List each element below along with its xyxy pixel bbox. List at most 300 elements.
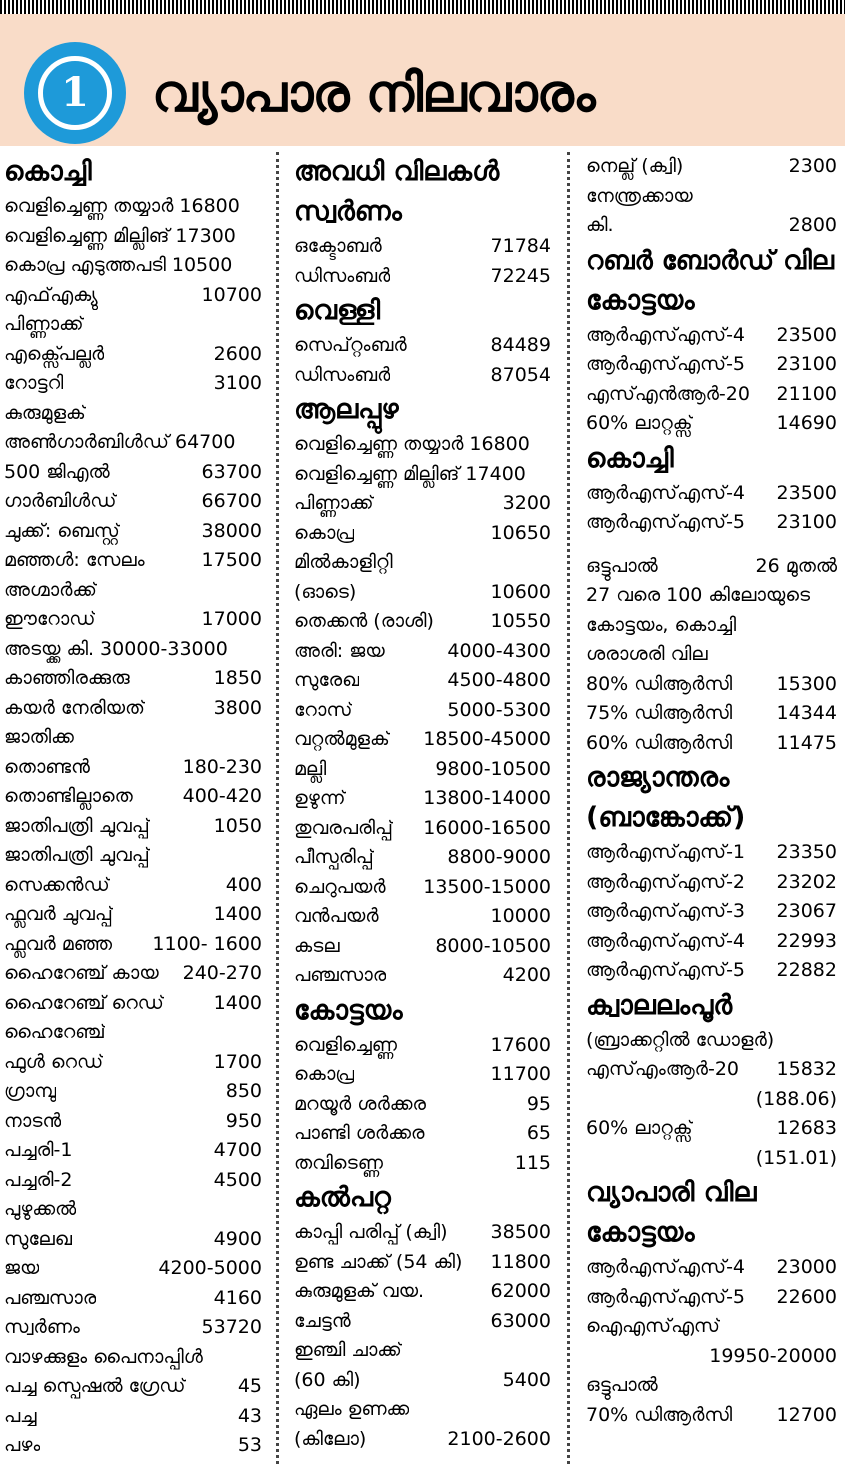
item-label: കടല [294,934,340,957]
price-row [294,1277,551,1307]
item-label: ആർഎസ്എസ്-5 [586,353,746,375]
item-label: മല്ലി [294,757,327,780]
price-row [4,546,262,576]
price-row [586,409,837,439]
item-price: 66700 [201,490,262,512]
price-row [4,664,262,694]
price-row [4,1048,262,1078]
item-label: വെളിച്ചെണ്ണ [294,1033,397,1056]
item-price: 11800 [490,1250,551,1273]
price-row [294,961,551,991]
item-price: 16000-16500 [423,816,551,839]
column-1 [4,152,262,1461]
item-price: 1700 [213,1050,262,1073]
item-price: 17500 [201,549,262,571]
price-row [294,607,551,637]
price-list-misc [586,152,837,241]
section-heading-alappuzha: ആലപ്പുഴ [294,394,399,425]
price-row [586,699,837,729]
section-heading-kottayam: കോട്ടയം [294,994,403,1026]
price-row [4,428,262,458]
item-label: സ്വർണം [4,1316,80,1338]
price-row [294,1090,551,1120]
item-label: ഡിസംബർ [294,363,391,386]
item-price: 4500-4800 [447,669,551,691]
price-row [4,340,262,370]
price-row [586,868,837,898]
price-row [586,956,837,986]
price-row [4,871,262,901]
price-row [586,380,837,410]
item-label: ആർഎസ്എസ്-3 [586,900,746,922]
price-row [586,508,837,538]
item-label: ശരാശരി വില [586,643,708,665]
item-label: 60% ലാറ്റക്സ് [586,1117,693,1139]
item-price: 22882 [776,959,837,981]
item-label: ആർഎസ്എസ്-4 [586,481,746,504]
price-row [294,232,551,262]
price-row [4,989,262,1019]
item-label: (60 കി) [294,1368,361,1391]
price-row [4,605,262,635]
item-price: 38000 [201,519,262,542]
item-price: 4700 [213,1139,262,1161]
item-price: 22993 [776,929,837,952]
price-row [4,723,262,753]
item-label: സെപ്റ്റംബർ [294,334,407,356]
price-row [294,519,551,549]
price-row [294,814,551,844]
item-label: 60% ഡിആർസി [586,731,733,754]
top-dotted-rule [0,0,845,14]
price-row [4,841,262,871]
item-price: 14344 [776,702,837,724]
section-heading-futures: അവധി വിലകൾ [294,156,500,187]
item-price: 9800-10500 [435,757,551,780]
item-label: ചെറുപയർ [294,875,386,898]
item-label: പഴം [4,1434,41,1456]
item-label: ഇഞ്ചി ചാക്ക് [294,1339,402,1361]
price-row [294,843,551,873]
price-row [586,1342,837,1372]
price-row [586,1055,837,1085]
price-row [4,753,262,783]
price-row [294,784,551,814]
item-price: (151.01) [755,1146,837,1169]
item-label: മഞ്ഞൾ: സേലം [4,549,145,571]
item-price: 53720 [201,1316,262,1338]
item-price: 2100-2600 [447,1427,551,1450]
item-label: കൊപ്ര [294,1063,355,1085]
item-label: ആർഎസ്എസ്-1 [586,841,746,863]
item-label: ആർഎസ്എസ്-4 [586,929,746,952]
item-label: അൺഗാർബിൾഡ് 64700 [4,431,236,453]
price-list-silver [294,331,551,390]
item-label: ഒട്ടുപാൽ [586,554,658,577]
item-price: 18500-45000 [423,728,551,750]
item-label: പുഴുക്കൽ [4,1198,77,1220]
item-label: ഹൈറേഞ്ച് റെഡ് [4,991,164,1014]
price-row [4,399,262,429]
item-label: ജാതിക്ക [4,726,74,748]
item-price: 95 [526,1092,551,1115]
price-row [4,812,262,842]
item-price: 53 [237,1434,262,1456]
item-price: 4500 [213,1168,262,1191]
item-price: 1850 [213,667,262,689]
item-label: കൊപ്ര എടുത്തപടി 10500 [4,254,233,276]
item-price: 17600 [490,1033,551,1056]
item-price: 2300 [788,155,837,177]
item-label: വെളിച്ചെണ്ണ തയ്യാർ 16800 [4,195,240,217]
item-price: 22600 [776,1285,837,1308]
item-price: 71784 [490,235,551,257]
item-label: അഗ്മാർക്ക് [4,578,97,601]
price-row [586,182,837,212]
item-price: 63700 [201,460,262,483]
item-price: 8000-10500 [435,934,551,957]
item-label: ജയ [4,1257,40,1279]
item-label: സുലേഖ [4,1227,73,1250]
price-row [586,670,837,700]
item-label: പച്ച [4,1404,37,1427]
item-label: ഹൈറേഞ്ച് [4,1021,106,1043]
item-price: (188.06) [755,1087,837,1110]
section-heading-kochi: കൊച്ചി [4,156,92,187]
item-price: 63000 [490,1309,551,1332]
item-label: ജാതിപത്രി ചുവപ്പ് [4,814,150,837]
item-price: 180-230 [182,755,262,778]
item-label: ഉണ്ട ചാക്ക് (54 കി) [294,1250,463,1273]
price-row [294,489,551,519]
price-row [294,1119,551,1149]
price-row [294,637,551,667]
item-price: 2800 [788,214,837,236]
item-label: കാപ്പി പരിപ്പ് (ക്വി) [294,1221,448,1243]
price-row [294,1425,551,1455]
item-price: 23500 [776,481,837,504]
item-label: ആർഎസ്എസ്-4 [586,1256,746,1278]
item-price: 23202 [776,870,837,893]
price-row [294,1395,551,1425]
section-heading-kuala-lumpur: ക്വാലലംപൂർ [586,989,733,1021]
item-label: പഞ്ചസാര [4,1286,97,1309]
latex-average-note [586,552,837,759]
item-label: നാടൻ [4,1109,62,1132]
price-row [586,729,837,759]
price-row [4,1018,262,1048]
item-label: കാഞ്ഞിരക്കുരു [4,667,130,689]
column-divider-1 [276,152,279,1464]
item-price: 87054 [490,363,551,386]
price-row [4,1195,262,1225]
price-row [586,1253,837,1283]
item-price: 72245 [490,264,551,287]
price-row [586,1114,837,1144]
price-row [4,458,262,488]
item-label: കൊപ്ര [294,521,355,544]
price-row [294,460,551,490]
price-row [4,1402,262,1432]
item-label: തുവരപരിപ്പ് [294,816,393,839]
price-row [586,838,837,868]
section-heading-gold: സ്വർണം [294,196,402,227]
item-label: ഫ്ലവർ ചുവപ്പ് [4,903,113,925]
price-row [294,1248,551,1278]
price-row [294,1336,551,1366]
item-label: ഡിസംബർ [294,264,391,287]
section-heading-rubber-kochi: കൊച്ചി [586,442,674,474]
item-label: ചേട്ടൻ [294,1309,351,1332]
price-row [294,1218,551,1248]
price-row [4,281,262,311]
item-price: 43 [237,1404,262,1427]
item-price: 240-270 [182,962,262,984]
item-label: റോസ് [294,698,353,721]
price-row [4,1107,262,1137]
price-row [294,1031,551,1061]
item-label: ഐഎസ്എസ് [586,1315,720,1337]
price-row [4,222,262,252]
price-row [4,694,262,724]
price-row [4,517,262,547]
price-row [586,1401,837,1431]
price-row [586,1312,837,1342]
price-row [4,1254,262,1284]
item-price: 3100 [213,372,262,394]
item-price: 4000-4300 [447,639,551,662]
item-label: മറയൂർ ശർക്കര [294,1092,427,1115]
price-row [294,932,551,962]
price-row [4,1225,262,1255]
item-price: 950 [225,1109,262,1132]
item-price: 23100 [776,353,837,375]
price-row [4,635,262,665]
item-label: കുരുമുളക് [4,401,86,424]
item-label: 75% ഡിആർസി [586,702,733,724]
item-price: 23000 [776,1256,837,1278]
item-price: 4200-5000 [158,1257,262,1279]
price-row [4,900,262,930]
item-label: കോട്ടയം, കൊച്ചി [586,613,737,636]
item-label: ഉഴുന്ന് [294,787,346,809]
item-price: 19950-20000 [709,1344,837,1367]
item-price: 23067 [776,900,837,922]
item-label: എസ്എംആർ-20 [586,1058,739,1080]
price-row [294,1060,551,1090]
item-label: ഒട്ടുപാൽ [586,1374,658,1396]
price-list-kochi [4,192,262,1461]
item-label: വറ്റൽമുളക് [294,728,390,750]
price-row [4,959,262,989]
item-label: ഗ്രാമ്പു [4,1080,57,1102]
price-row [294,1307,551,1337]
item-label: ആർഎസ്എസ്-4 [586,323,746,346]
section-heading-silver: വെള്ളി [294,295,381,326]
item-label: ആർഎസ്എസ്-2 [586,870,746,893]
price-row [4,1077,262,1107]
item-price: 2600 [213,342,262,365]
price-row [294,725,551,755]
item-price: 10600 [490,580,551,603]
page-title: വ്യാപാര നിലവാരം [152,64,595,124]
item-price: 4160 [213,1286,262,1309]
item-label: തവിടെണ്ണ [294,1151,383,1174]
item-price: 21100 [776,382,837,405]
item-label: (ഓടെ) [294,580,357,603]
item-label: ജാതിപത്രി ചുവപ്പ് [4,844,150,866]
item-label: ഹൈറേഞ്ച് കായ [4,962,159,984]
item-price: 23100 [776,511,837,533]
price-row [586,321,837,351]
item-label: വെളിച്ചെണ്ണ മില്ലിങ് 17300 [4,224,236,247]
price-list-kalpetta [294,1218,551,1454]
item-price: 1050 [213,814,262,837]
price-row [294,1366,551,1396]
price-row [294,430,551,460]
item-label: തൊണ്ടൻ [4,755,90,778]
item-price: 23500 [776,323,837,346]
item-price: 400-420 [182,785,262,807]
price-row [294,578,551,608]
price-list-rubber-kochi [586,479,837,538]
price-row [294,696,551,726]
price-row [586,350,837,380]
item-price: 1100- 1600 [152,932,262,955]
price-list-alappuzha [294,430,551,991]
price-row [586,552,837,582]
item-price: 3200 [502,492,551,514]
item-price: 3800 [213,696,262,719]
item-label: പച്ചരി-1 [4,1139,73,1161]
price-row [4,576,262,606]
item-label: പഞ്ചസാര [294,964,387,986]
item-label: എസ്എൻആർ-20 [586,382,750,405]
item-price: 14690 [776,412,837,434]
badge-number: 1 [38,56,112,130]
item-price: 65 [526,1122,551,1144]
item-price: 10000 [490,905,551,927]
item-label: 70% ഡിആർസി [586,1403,733,1426]
item-label: തെക്കൻ (രാശി) [294,610,434,632]
item-price: 4900 [213,1227,262,1250]
price-row [586,1026,837,1056]
section-heading-trader-kottayam: കോട്ടയം [586,1217,695,1248]
item-label: ചുക്ക്: ബെസ്റ്റ് [4,519,120,542]
item-label: സുരേഖ [294,669,360,691]
item-price: 4200 [502,964,551,986]
item-label: പച്ച സ്പെഷൽ ഗ്രേഡ് [4,1375,186,1397]
price-list-kottayam [294,1031,551,1179]
price-row [294,755,551,785]
price-row [586,1085,837,1115]
item-label: പീസ്പരിപ്പ് [294,846,374,868]
price-row [4,930,262,960]
item-price: 15300 [776,672,837,695]
item-label: തൊണ്ടില്ലാതെ [4,785,133,807]
item-price: 5000-5300 [447,698,551,721]
item-price: 11700 [490,1063,551,1085]
item-price: 10700 [201,283,262,306]
price-row [4,310,262,340]
item-price: 12683 [776,1117,837,1139]
item-price: 45 [237,1375,262,1397]
price-row [4,1431,262,1461]
price-row [4,1372,262,1402]
price-row [294,331,551,361]
item-price: 62000 [490,1280,551,1302]
price-row [4,251,262,281]
item-label: ആർഎസ്എസ്-5 [586,959,746,981]
section-number-badge [24,42,126,144]
item-label: പിണ്ണാക്ക് [4,313,84,335]
item-price: 13800-14000 [423,787,551,809]
column-divider-2 [567,152,570,1464]
item-price: 38500 [490,1221,551,1243]
item-price: 17000 [201,608,262,630]
item-label: മിൽകാളിറ്റി [294,551,393,573]
item-price: 1400 [213,903,262,925]
item-label: കി. [586,214,614,236]
item-label: കുരുമുളക് വയ. [294,1280,425,1302]
item-label: 80% ഡിആർസി [586,672,733,695]
price-row [294,873,551,903]
price-row [4,1343,262,1373]
item-label: എക്സ്പെല്ലർ [4,342,105,365]
item-label: എഫ്എക്യു [4,283,98,306]
price-row [586,640,837,670]
item-label: നേന്ത്രക്കായ [586,184,693,207]
item-label: 27 വരെ 100 കിലോയുടെ [586,584,811,606]
item-price: 26 മുതൽ [755,554,837,577]
section-heading-bangkok: (ബാങ്കോക്ക്) [586,802,746,833]
price-row [294,548,551,578]
item-label: ഗാർബിൾഡ് [4,490,117,512]
price-row [294,902,551,932]
price-row [4,487,262,517]
item-label: വാഴക്കുളം പൈനാപ്പിൾ [4,1345,203,1368]
item-label: സെക്കൻഡ് [4,873,110,896]
price-row [586,479,837,509]
price-row [586,581,837,611]
price-row [294,262,551,292]
section-heading-kalpetta: കൽപറ്റ [294,1182,391,1213]
price-row [4,1284,262,1314]
item-label: വെളിച്ചെണ്ണ തയ്യാർ 16800 [294,433,530,455]
item-label: ഈറോഡ് [4,608,96,630]
price-row [586,1144,837,1174]
item-price: 12700 [776,1403,837,1426]
price-row [586,152,837,182]
item-label: കയർ നേരിയത് [4,696,145,719]
item-price: 10650 [490,521,551,544]
price-row [4,1136,262,1166]
item-price: 13500-15000 [423,875,551,898]
price-list-gold [294,232,551,291]
item-label: ഫുൾ റെഡ് [4,1050,104,1073]
item-price: 5400 [502,1368,551,1391]
item-label: റോട്ടറി [4,372,64,394]
price-row [4,192,262,222]
price-row [4,369,262,399]
item-label: വൻപയർ [294,905,379,927]
item-price: 84489 [490,334,551,356]
item-label: പച്ചരി-2 [4,1168,73,1191]
item-label: (ബ്രാക്കറ്റിൽ ഡോളർ) [586,1028,775,1051]
item-price: 1400 [213,991,262,1014]
price-row [294,666,551,696]
price-list-trader [586,1253,837,1430]
